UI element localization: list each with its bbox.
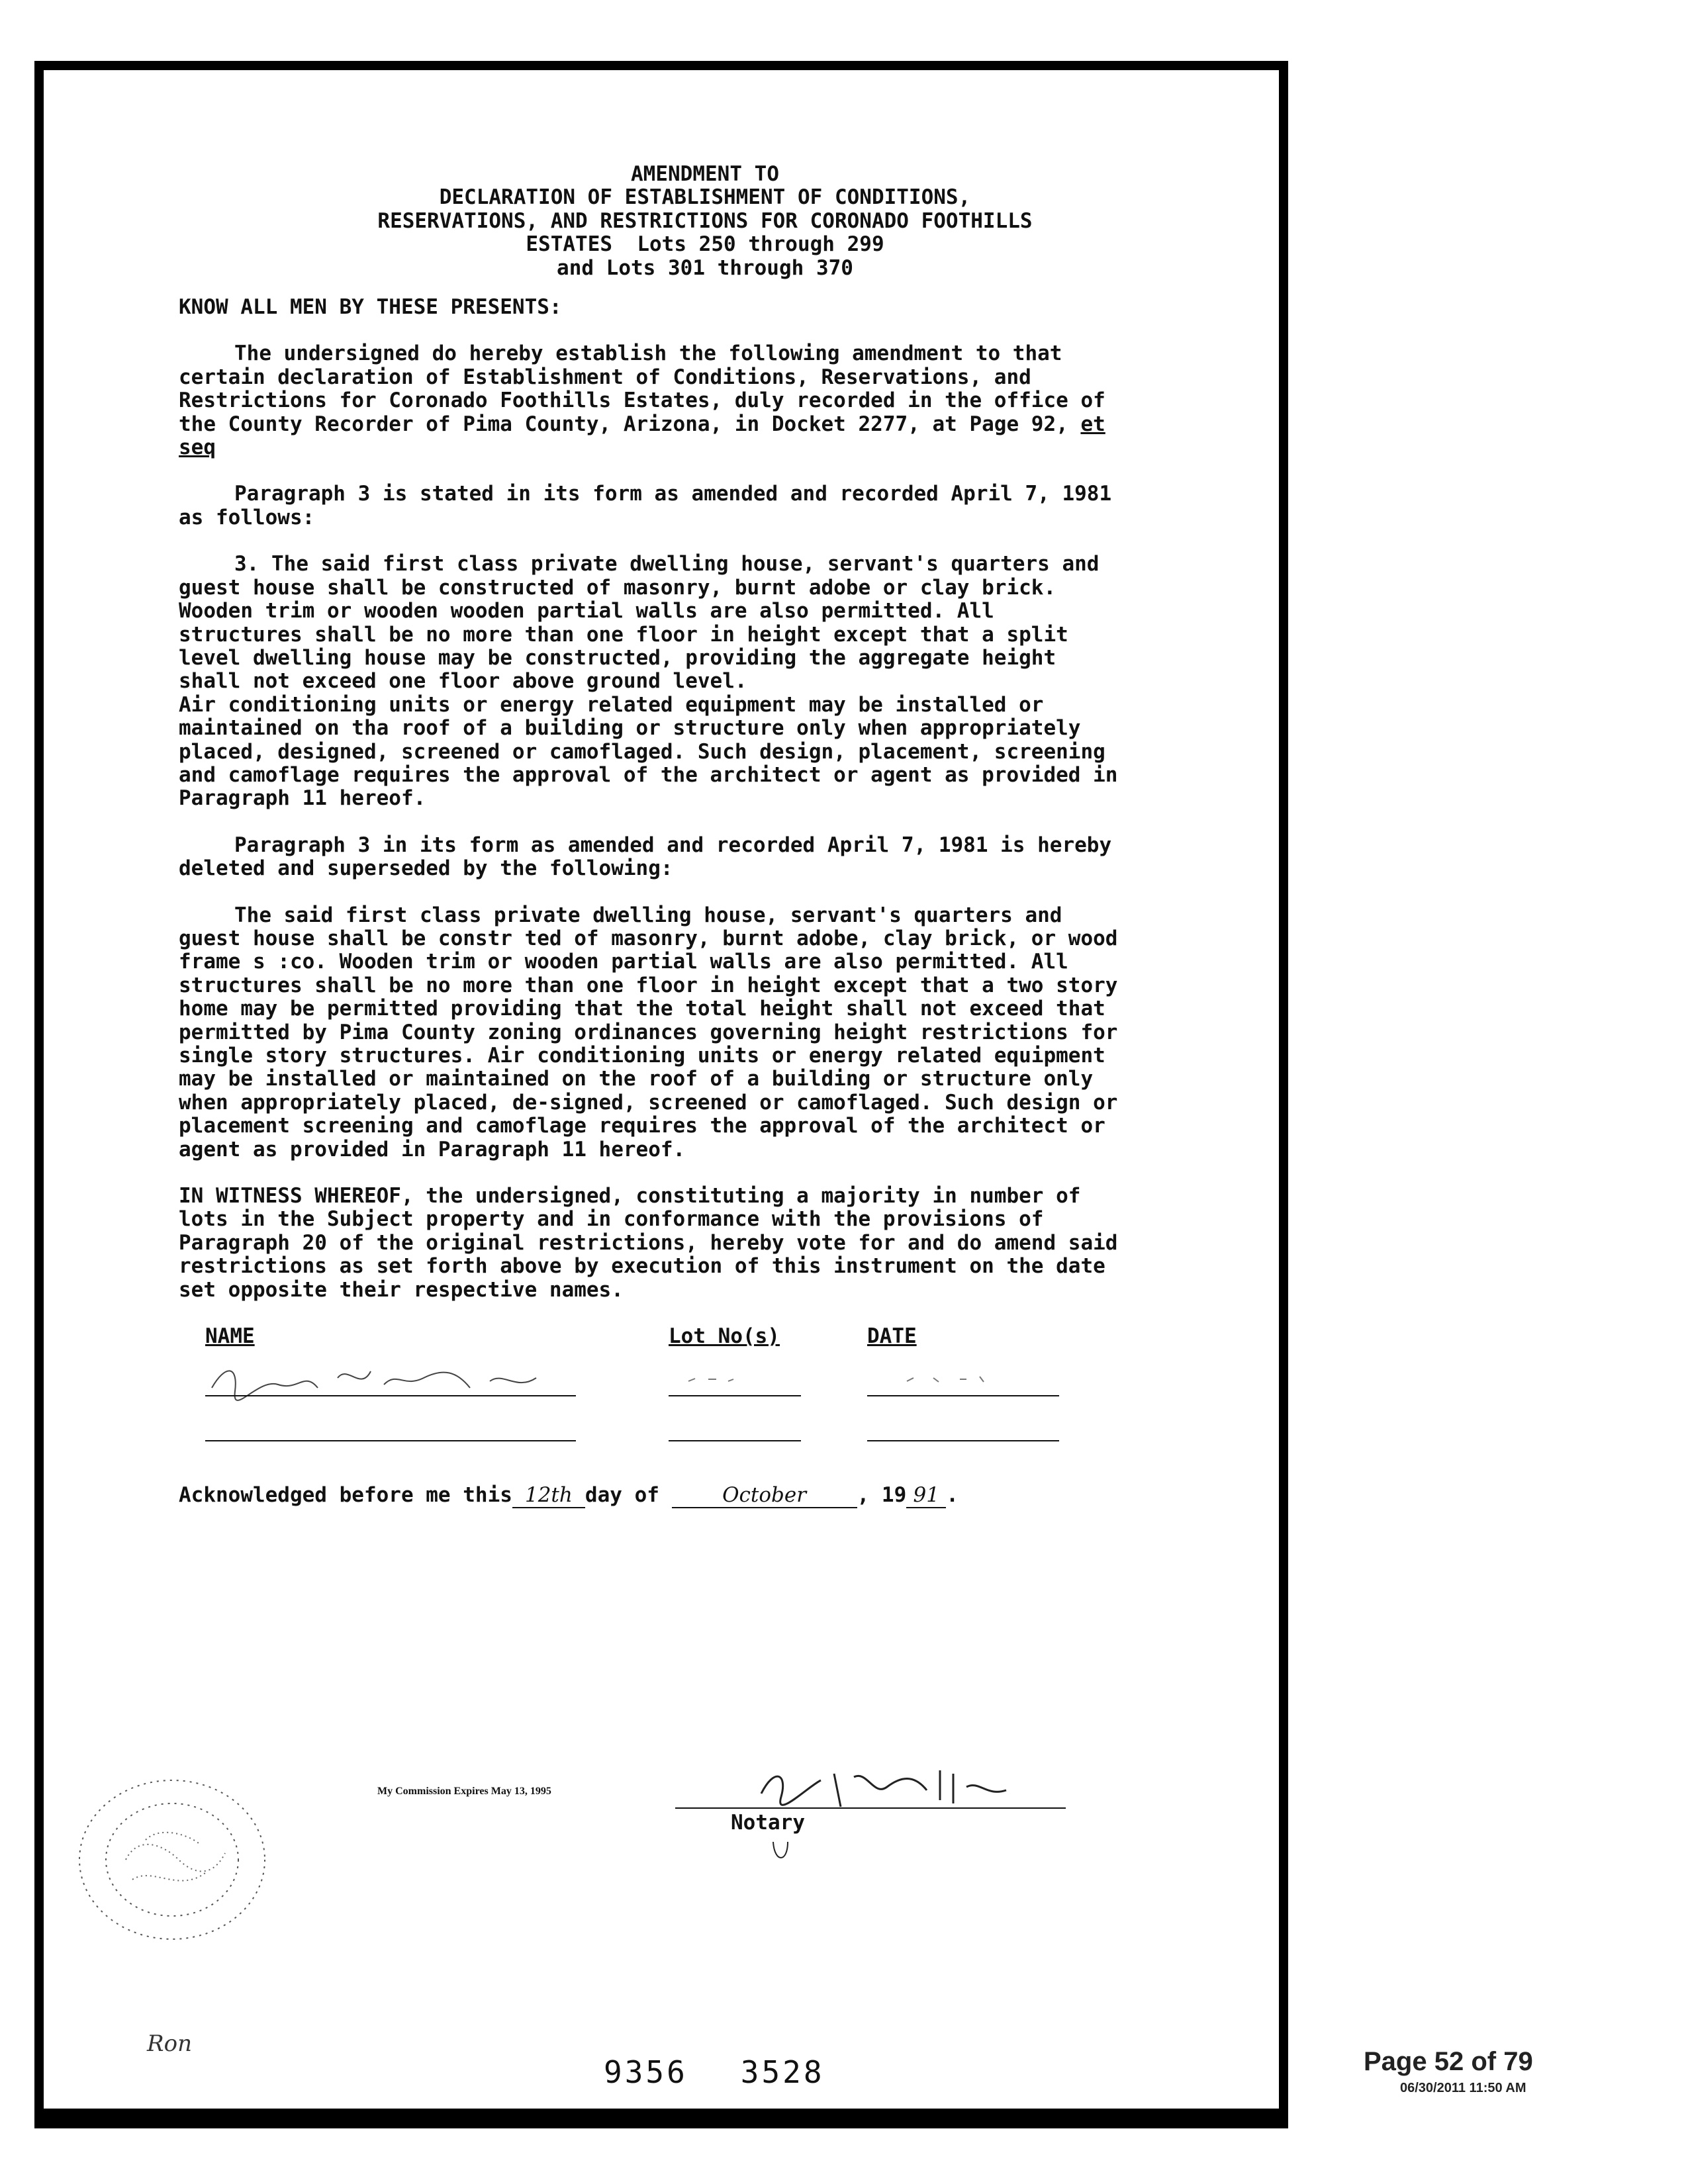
paragraph3-new: The said first class private dwelling house, servant's quarters and guest house shall be constr ted of masonry, burnt adobe, clay brick, or wood frame s :co. Wooden trim or wooden partial walls are also permitted. All structures shall be no more than one floor in height except that a two story home may be permitted providing that the total height shall not exceed that permitted by Pima County zoning ordinances governing height restrictions for single story structures. Air conditioning units or energy related equipment may be installed or maintained on the roof of a building or structure only when appropriately placed, de-signed, screened or camoflaged. Such design or placement screening and camoflage requires the approval of the architect or agent as provided in Paragraph 11 hereof.: [179, 903, 1118, 1161]
signature-table: [179, 1325, 1119, 1457]
intro-suffix: et seq: [179, 412, 1105, 460]
title-line: ESTATES Lots 250 through 299: [526, 232, 884, 257]
notary-seal: [66, 1760, 278, 1959]
intro-paragraph: [179, 342, 1119, 459]
lot-line: [669, 1394, 801, 1396]
lot-number-scribble: [675, 1365, 794, 1391]
paragraph3-old-continued: Air conditioning units or energy related equipment may be installed or maintained on tha roof of a building or structure only when appropriately placed, designed, screened or camoflaged. Such design, placement, screening and camoflage requires the approval of the architect or agent as provided in Paragraph 11 hereof.: [179, 692, 1118, 811]
title-line: RESERVATIONS, AND RESTRICTIONS FOR CORONADO FOOTHILLS: [377, 208, 1033, 233]
name-column-header: NAME: [205, 1324, 255, 1349]
page-label: Page 52 of 79: [1364, 2047, 1533, 2076]
recording-numbers: [604, 2054, 825, 2090]
date-column-header: DATE: [867, 1324, 917, 1349]
notary-mark: [768, 1837, 794, 1870]
handwritten-note: Ron: [147, 2030, 192, 2057]
lots-column-header: Lot No(s): [669, 1324, 780, 1349]
title-line: DECLARATION OF ESTABLISHMENT OF CONDITIONS,: [439, 185, 971, 210]
witness-paragraph: IN WITNESS WHEREOF, the undersigned, constituting a majority in number of lots in the Subject property and in conformance with the provisions of Paragraph 20 of the original restrictions, hereby vote for and do amend said restrictions as set forth above by execution of this instrument on the date set opposite their respective names.: [179, 1184, 1118, 1302]
ack-period: .: [946, 1483, 959, 1508]
date-line: [867, 1394, 1059, 1396]
paragraph3-old-text: 3. The said first class private dwelling house, servant's quarters and guest house shall be constructed of masonry, burnt adobe or clay brick. Wooden trim or wooden wooden partial walls are also permitted. All structures shall be no more than one floor in height except that a split level dwelling house may be constructed, providing the aggregate height shall not exceed one floor above ground level.: [179, 552, 1100, 694]
signature-scribble: [205, 1351, 576, 1404]
paragraph3-old: [179, 553, 1119, 810]
date-scribble: [880, 1365, 1033, 1391]
lot-line: [669, 1439, 801, 1441]
ack-month: October: [672, 1484, 857, 1508]
document-title: [179, 163, 1119, 280]
ack-day: 12th: [512, 1484, 585, 1508]
signature-line: [205, 1439, 576, 1441]
acknowledgment-line: [179, 1484, 1119, 1508]
ack-mid: day of: [585, 1483, 659, 1508]
ack-prefix: Acknowledged before me this: [179, 1483, 512, 1508]
ack-year-prefix: , 19: [857, 1483, 907, 1508]
opening-line: KNOW ALL MEN BY THESE PRESENTS:: [179, 295, 562, 320]
print-timestamp: 06/30/2011 11:50 AM: [1400, 2081, 1526, 2095]
title-line: AMENDMENT TO: [631, 162, 779, 186]
paragraph3-delete: Paragraph 3 in its form as amended and recorded April 7, 1981 is hereby deleted and superseded by the following:: [179, 833, 1112, 881]
commission-expiry: My Commission Expires May 13, 1995: [377, 1786, 551, 1797]
paragraph3-intro: Paragraph 3 is stated in its form as amended and recorded April 7, 1981 as follows:: [179, 482, 1112, 529]
document-body: [179, 163, 1119, 1508]
signature-line: [205, 1394, 576, 1396]
page-number: 3528: [740, 2054, 825, 2090]
docket-number: 9356: [604, 2054, 688, 2090]
intro-text: The undersigned do hereby establish the following amendment to that certain declaration of Establishment of Conditions, Reservations, and Restrictions for Coronado Foothills Estates, duly recorded in the office of the County Recorder of Pima County, Arizona, in Docket 2277, at Page 92,: [179, 341, 1105, 436]
date-line: [867, 1439, 1059, 1441]
notary-signature: [675, 1760, 1072, 1813]
title-line: and Lots 301 through 370: [557, 255, 853, 280]
notary-label: Notary: [731, 1811, 805, 1835]
ack-year: 91: [906, 1484, 946, 1508]
